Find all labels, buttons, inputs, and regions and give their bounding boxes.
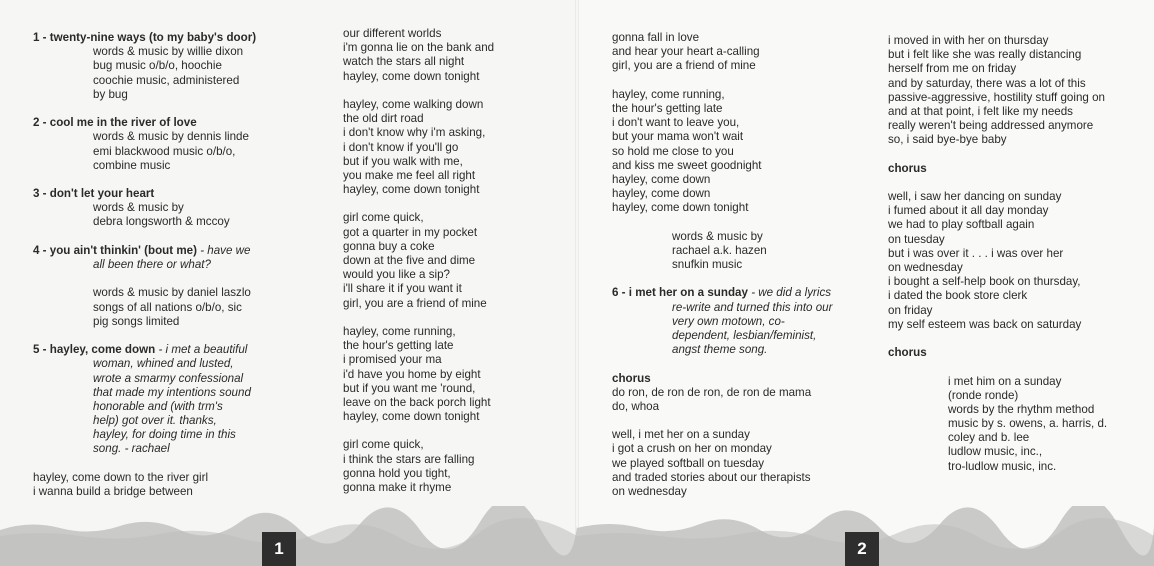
text-line: but if you walk with me,: [343, 154, 463, 168]
text-line: (ronde ronde): [948, 388, 1019, 402]
text-line: but i was over it . . . i was over her: [888, 246, 1064, 260]
text-line: well, i saw her dancing on sunday: [888, 190, 1062, 204]
text-line: and kiss me sweet goodnight: [612, 158, 762, 172]
text-line: hayley, come walking down: [343, 97, 484, 111]
text-line: hayley, come down: [612, 172, 711, 186]
column-3: [612, 31, 832, 499]
song-3-credits: [33, 201, 256, 229]
text-line: and hear your heart a-calling: [612, 45, 760, 59]
text-line: on tuesday: [888, 232, 945, 246]
text-line: and by saturday, there was a lot of this: [888, 76, 1086, 90]
text-line: words & music by: [672, 229, 763, 243]
text-line: you make me feel all right: [343, 168, 476, 182]
text-line: words & music by dennis linde: [93, 130, 249, 144]
chorus-label: chorus: [612, 371, 651, 385]
chorus-label-2: chorus: [888, 161, 927, 175]
text-line: song. - rachael: [93, 442, 170, 456]
text-line: but your mama won't wait: [612, 130, 744, 144]
text-line: very own motown, co-: [672, 314, 785, 328]
text-line: that made my intentions sound: [93, 385, 251, 399]
song-5-credits: [612, 230, 832, 273]
song-title-3: 3 - don't let your heart: [33, 187, 155, 201]
text-line: words & music by: [93, 201, 184, 215]
text-line: i wanna build a bridge between: [33, 485, 193, 498]
text-line: the hour's getting late: [343, 339, 454, 353]
wave-decoration: [0, 506, 1154, 566]
text-line: words & music by willie dixon: [93, 45, 244, 59]
text-line: bug music o/b/o, hoochie: [93, 59, 222, 73]
text-line: but i felt like she was really distancing: [888, 48, 1082, 62]
column-4: [888, 34, 1107, 474]
text-line: the hour's getting late: [612, 101, 723, 115]
text-line: i'm gonna lie on the bank and: [343, 41, 495, 55]
text-line: girl, you are a friend of mine: [343, 296, 487, 310]
text-line: snufkin music: [672, 258, 743, 271]
text-line: girl come quick,: [343, 438, 424, 452]
text-line: i'll share it if you want it: [343, 282, 462, 296]
text-line: hayley, come down tonight: [343, 183, 480, 197]
text-line: ludlow music, inc.,: [948, 445, 1043, 459]
text-line: watch the stars all night: [343, 55, 465, 69]
text-line: gonna make it rhyme: [343, 481, 452, 494]
text-line: so hold me close to you: [612, 144, 734, 158]
text-line: down at the five and dime: [343, 254, 476, 267]
text-line: wrote a smarmy confessional: [93, 371, 244, 385]
text-line: honorable and (with trm's: [93, 399, 223, 413]
text-line: words & music by daniel laszlo: [93, 286, 251, 300]
song-6-note-rest: [612, 301, 832, 358]
song-title-5: 5 - hayley, come down: [33, 343, 156, 357]
chorus-lines: [612, 386, 832, 414]
text-line: gonna buy a coke: [343, 239, 435, 253]
text-line: [343, 197, 494, 211]
song-6-credits: [888, 375, 1107, 474]
text-line: coley and b. lee: [948, 431, 1030, 445]
text-line: i promised your ma: [343, 353, 442, 367]
text-line: and at that point, i felt like my needs: [888, 104, 1073, 118]
text-line: tro-ludlow music, inc.: [948, 459, 1057, 473]
text-line: got a quarter in my pocket: [343, 225, 478, 239]
text-line: hayley, come down tonight: [343, 410, 480, 424]
text-line: debra longsworth & mccoy: [93, 215, 230, 229]
text-line: music by s. owens, a. harris, d.: [948, 417, 1108, 431]
text-line: all been there or what?: [93, 258, 211, 271]
text-line: [343, 424, 494, 438]
text-line: my self esteem was back on saturday: [888, 317, 1082, 331]
text-line: hayley, come down tonight: [343, 69, 480, 83]
text-line: so, i said bye-bye baby: [888, 133, 1007, 147]
text-line: pig songs limited: [93, 314, 180, 328]
text-line: re-write and turned this into our: [672, 300, 833, 314]
text-line: i dated the book store clerk: [888, 289, 1028, 303]
text-line: coochie music, administered: [93, 73, 240, 87]
text-line: combine music: [93, 158, 171, 172]
text-line: on wednesday: [612, 485, 687, 498]
song-2-credits: [33, 130, 256, 173]
song-1-credits: [33, 45, 256, 102]
text-line: angst theme song.: [672, 343, 768, 357]
text-line: on friday: [888, 303, 933, 317]
text-line: emi blackwood music o/b/o,: [93, 144, 236, 158]
text-line: i met him on a sunday: [948, 374, 1062, 388]
text-line: songs of all nations o/b/o, sic: [93, 300, 242, 314]
song-4-note: - have we: [200, 243, 251, 257]
song-6-verse-1: [612, 428, 832, 499]
song-5-lyrics: [33, 471, 256, 499]
song-title-1: 1 - twenty-nine ways (to my baby's door): [33, 31, 257, 44]
text-line: words by the rhythm method: [948, 402, 1095, 416]
song-5-lyrics-cont: [343, 27, 494, 495]
text-line: [343, 311, 494, 325]
text-line: dependent, lesbian/feminist,: [672, 328, 817, 342]
text-line: help) got over it. thanks,: [93, 414, 217, 428]
text-line: i think the stars are falling: [343, 452, 475, 466]
text-line: do ron, de ron de ron, de ron de mama: [612, 385, 812, 399]
song-6-verse-3: [888, 190, 1107, 332]
text-line: by bug: [93, 87, 128, 101]
text-line: hayley, come running,: [343, 324, 456, 338]
chorus-label-3: chorus: [888, 346, 927, 360]
song-title-4: 4 - you ain't thinkin' (bout me): [33, 243, 197, 257]
song-6-verse-2: [888, 34, 1107, 148]
text-line: herself from me on friday: [888, 62, 1017, 76]
text-line: hayley, for doing time in this: [93, 428, 236, 442]
song-4-note-rest: [33, 258, 256, 272]
text-line: hayley, come down: [612, 187, 711, 201]
text-line: i don't know if you'll go: [343, 140, 459, 154]
song-5-note-rest: [33, 357, 256, 456]
song-5-note: - i met a beautiful: [158, 343, 248, 357]
text-line: i bought a self-help book on thursday,: [888, 275, 1081, 289]
song-5-lyrics-end: [612, 31, 832, 215]
text-line: gonna hold you tight,: [343, 466, 451, 480]
song-4-credits: [33, 286, 256, 329]
column-2: [343, 27, 494, 495]
text-line: i'd have you home by eight: [343, 367, 481, 381]
song-title-2: 2 - cool me in the river of love: [33, 116, 197, 130]
text-line: rachael a.k. hazen: [672, 243, 767, 257]
text-line: gonna fall in love: [612, 31, 700, 44]
text-line: we had to play softball again: [888, 218, 1035, 232]
page-number-1: 1: [262, 532, 296, 566]
text-line: do, whoa: [612, 399, 660, 413]
text-line: but if you want me 'round,: [343, 381, 476, 395]
column-1: [33, 31, 256, 499]
text-line: hayley, come down tonight: [612, 201, 749, 215]
text-line: on wednesday: [888, 261, 963, 274]
text-line: hayley, come down to the river girl: [33, 470, 209, 484]
text-line: i don't know why i'm asking,: [343, 126, 486, 140]
song-title-6: 6 - i met her on a sunday: [612, 286, 748, 300]
text-line: woman, whined and lusted,: [93, 357, 234, 371]
text-line: well, i met her on a sunday: [612, 428, 750, 442]
text-line: girl, you are a friend of mine: [612, 59, 756, 73]
text-line: i moved in with her on thursday: [888, 34, 1049, 47]
text-line: [612, 74, 832, 88]
text-line: i got a crush on her on monday: [612, 442, 772, 456]
text-line: leave on the back porch light: [343, 395, 491, 409]
text-line: really weren't being addressed anymore: [888, 119, 1094, 133]
text-line: hayley, come running,: [612, 87, 725, 101]
text-line: would you like a sip?: [343, 268, 450, 282]
text-line: our different worlds: [343, 27, 442, 40]
spine: [575, 0, 579, 566]
text-line: [343, 84, 494, 98]
page-number-2: 2: [845, 532, 879, 566]
text-line: and traded stories about our therapists: [612, 470, 811, 484]
song-6-note: - we did a lyrics: [751, 286, 832, 300]
text-line: we played softball on tuesday: [612, 456, 765, 470]
text-line: i don't want to leave you,: [612, 116, 740, 130]
text-line: passive-aggressive, hostility stuff going on: [888, 90, 1105, 104]
text-line: the old dirt road: [343, 112, 424, 126]
text-line: girl come quick,: [343, 211, 424, 225]
text-line: i fumed about it all day monday: [888, 204, 1049, 218]
